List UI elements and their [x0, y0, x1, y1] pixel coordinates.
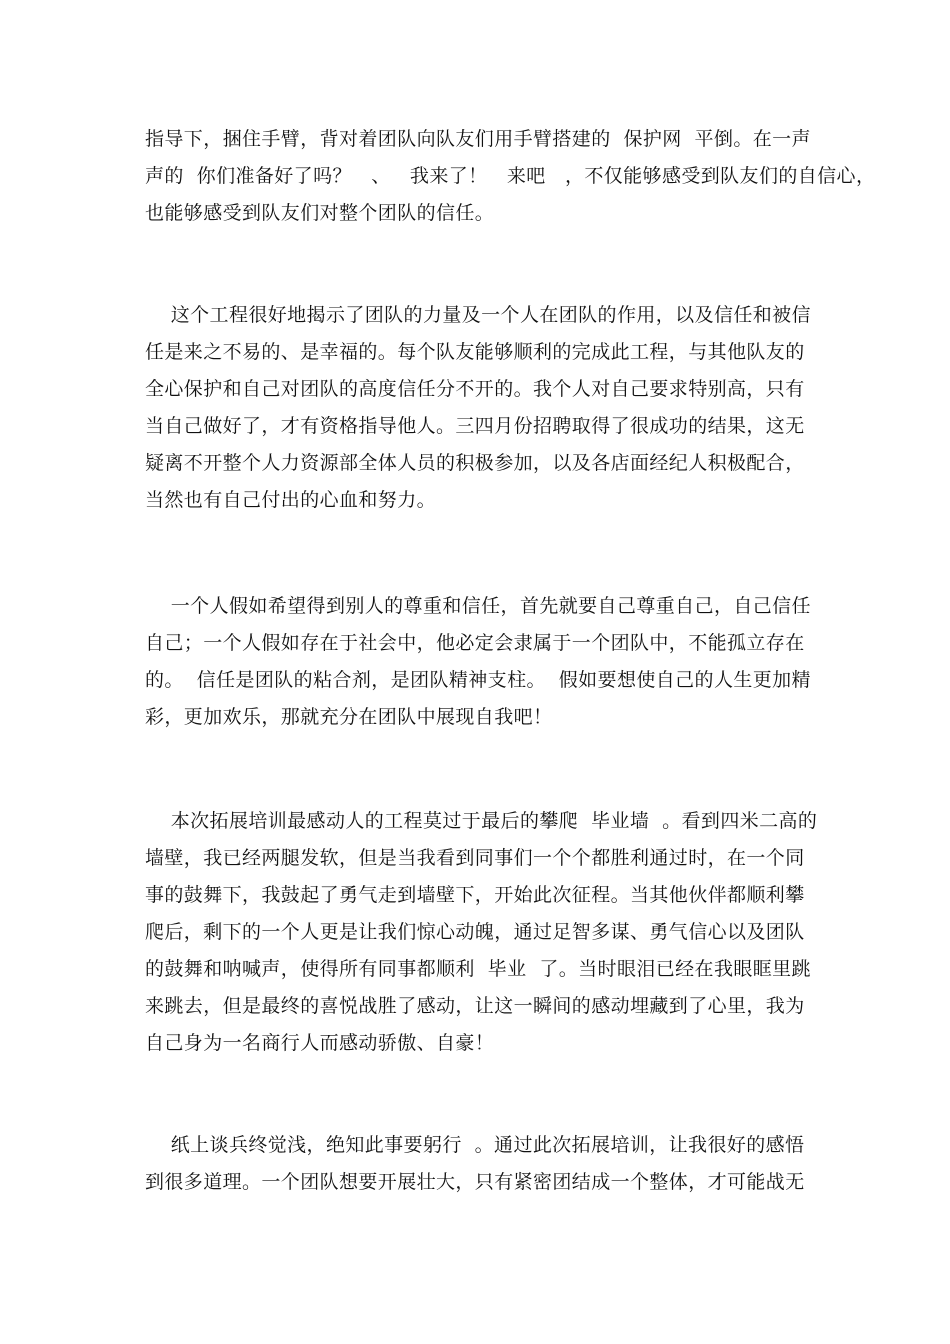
text-line: 也能够感受到队友们对整个团队的信任。 — [145, 202, 495, 224]
text-line: 的。 信任是团队的粘合剂，是团队精神支柱。 假如要想使自己的人生更加精 — [145, 669, 811, 691]
paragraph-5 — [145, 1127, 825, 1201]
text-line: 墙壁，我已经两腿发软，但是当我看到同事们一个个都胜利通过时，在一个同 — [145, 847, 805, 869]
text-line: 自己；一个人假如存在于社会中，他必定会隶属于一个团队中，不能孤立存在 — [145, 632, 805, 654]
paragraph-1 — [145, 121, 876, 232]
text-line: 当然也有自己付出的心血和努力。 — [145, 489, 437, 511]
text-line: 爬后，剩下的一个人更是让我们惊心动魄，通过足智多谋、勇气信心以及团队 — [145, 921, 805, 943]
text-line: 事的鼓舞下，我鼓起了勇气走到墙壁下，开始此次征程。当其他伙伴都顺利攀 — [145, 884, 805, 906]
text-line: 一个人假如希望得到别人的尊重和信任，首先就要自己尊重自己，自己信任 — [145, 595, 811, 617]
text-line: 这个工程很好地揭示了团队的力量及一个人在团队的作用，以及信任和被信 — [145, 304, 811, 326]
text-line: 本次拓展培训最感动人的工程莫过于最后的攀爬 毕业墙 。看到四米二高的 — [145, 810, 818, 832]
text-line: 自己身为一名商行人而感动骄傲、自豪！ — [145, 1032, 495, 1054]
text-line: 当自己做好了，才有资格指导他人。三四月份招聘取得了很成功的结果，这无 — [145, 415, 805, 437]
text-line: 全心保护和自己对团队的高度信任分不开的。我个人对自己要求特别高，只有 — [145, 378, 805, 400]
paragraph-4 — [145, 803, 825, 1062]
text-line: 疑离不开整个人力资源部全体人员的积极参加，以及各店面经纪人积极配合， — [145, 452, 805, 474]
text-line: 声的 你们准备好了吗？ 、 我来了！ 来吧 ，不仅能够感受到队友们的自信心， — [145, 165, 876, 187]
text-line: 到很多道理。一个团队想要开展壮大，只有紧密团结成一个整体，才可能战无 — [145, 1171, 805, 1193]
text-line: 来跳去，但是最终的喜悦战胜了感动，让这一瞬间的感动埋藏到了心里，我为 — [145, 995, 805, 1017]
paragraph-3 — [145, 588, 825, 736]
text-line: 彩，更加欢乐，那就充分在团队中展现自我吧！ — [145, 706, 553, 728]
text-line: 指导下，捆住手臂，背对着团队向队友们用手臂搭建的 保护网 平倒。在一声 — [145, 128, 811, 150]
text-line: 纸上谈兵终觉浅，绝知此事要躬行 。通过此次拓展培训，让我很好的感悟 — [145, 1134, 805, 1156]
paragraph-2 — [145, 297, 825, 519]
text-line: 的鼓舞和呐喊声，使得所有同事都顺利 毕业 了。当时眼泪已经在我眼眶里跳 — [145, 958, 811, 980]
text-line: 任是来之不易的、是幸福的。每个队友能够顺利的完成此工程，与其他队友的 — [145, 341, 805, 363]
